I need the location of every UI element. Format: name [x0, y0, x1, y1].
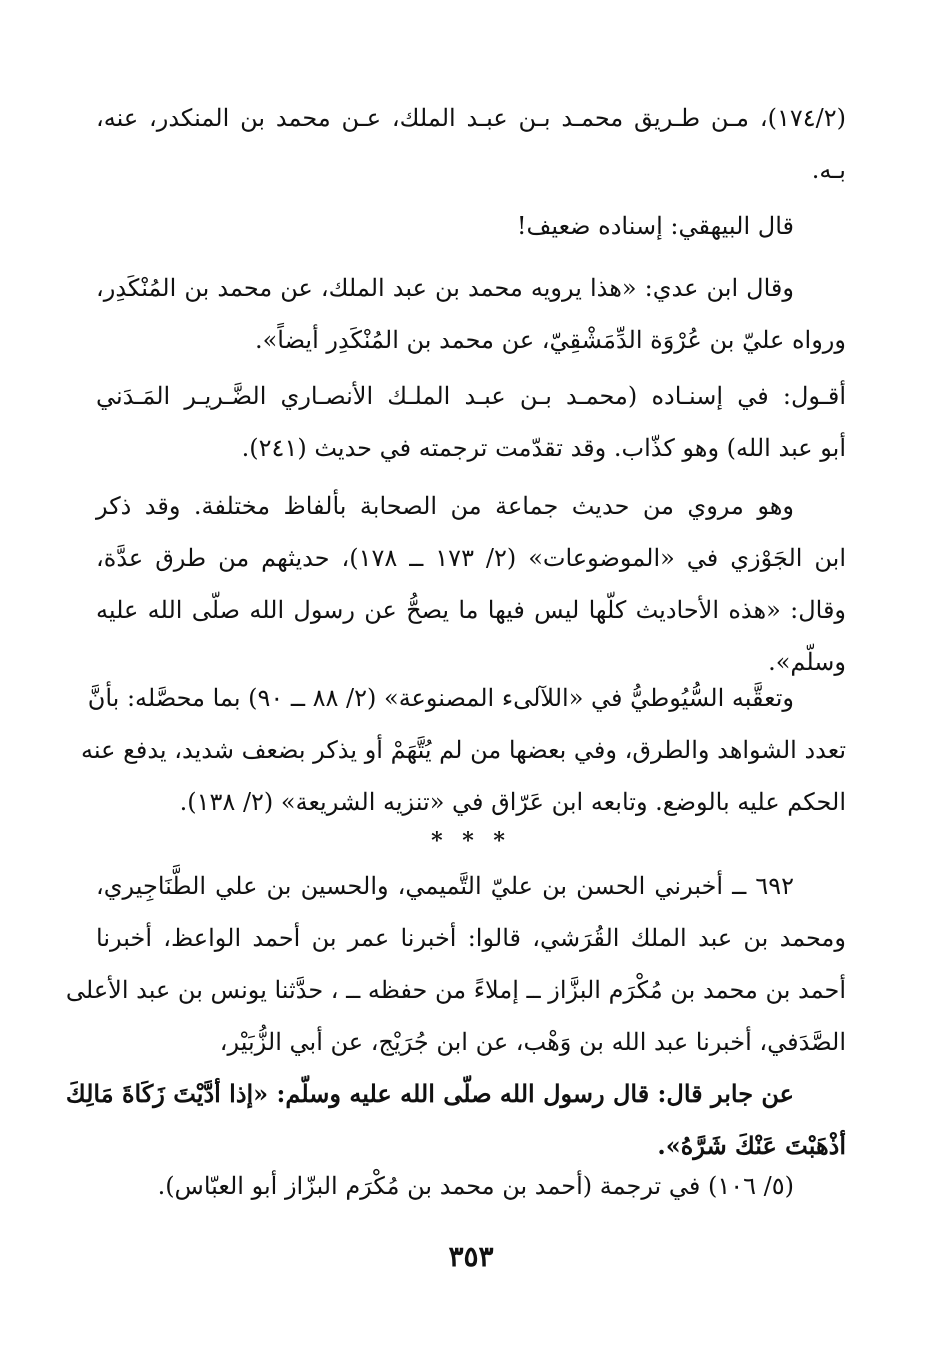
text-line: ورواه عليّ بن عُرْوَة الدِّمَشْقِيّ، عن محمد بن المُنْكَدِر أيضاً».	[254, 326, 846, 354]
text-line: الحكم عليه بالوضع. وتابعه ابن عَرّاق في «تنزيه الشريعة» (٢/ ١٣٨).	[179, 788, 846, 816]
text-line: وسلّم».	[768, 648, 846, 676]
text-line: وهو مروي من حديث جماعة من الصحابة بألفاظ مختلفة. وقد ذكر	[96, 492, 794, 520]
page-number: ٣٥٣	[448, 1240, 494, 1273]
text-line: أذْهَبْتَ عَنْكَ شَرَّهُ».	[657, 1131, 846, 1160]
text-line: قال البيهقي: إسناده ضعيف!	[516, 212, 794, 240]
text-line: بـه.	[811, 156, 846, 184]
paragraph-suyuti	[81, 672, 846, 828]
paragraph-source-continuation	[96, 92, 846, 196]
text-line: تعدد الشواهد والطرق، وفي بعضها من لم يُتَّهَمْ أو يذكر بضعف شديد، يدفع عنه	[81, 736, 846, 764]
text-line: أقـول: في إسنـاده (محمـد بـن عبـد الملـك الأنصـاري الضَّـريـر المَـدَني	[96, 382, 846, 410]
text-line: عن جابر قال: قال رسول الله صلّى الله عليه وسلّم: «إذا أدَّيْتَ زَكَاةَ مَالِكَ	[65, 1079, 794, 1108]
paragraph-marwi	[96, 480, 846, 688]
text-line: (١٧٤/٢)، مـن طـريق محمـد بـن عبـد الملك، عـن محمد بن المنكدر، عنه،	[96, 104, 846, 132]
paragraph-aqul	[96, 370, 846, 474]
text-line: الصَّدَفي، أخبرنا عبد الله بن وَهْب، عن ابن جُرَيْج، عن أبي الزُّبَيْر،	[219, 1028, 846, 1056]
paragraph-reference	[96, 1160, 794, 1212]
text-line: ابن الجَوْزي في «الموضوعات» (٢/ ١٧٣ ــ ١٧٨)، حديثهم من طرق عدَّة،	[96, 544, 847, 572]
text-line: أحمد بن محمد بن مُكْرَم البزَّاز ــ إملاءً من حفظه ــ ، حدَّثنا يونس بن عبد الأعلى	[65, 976, 846, 1004]
text-line: ومحمد بن عبد الملك القُرَشي، قالوا: أخبرنا عمر بن أحمد الواعظ، أخبرنا	[96, 924, 846, 952]
text-line: أبو عبد الله) وهو كذّاب. وقد تقدّمت ترجمته في حديث (٢٤١).	[241, 434, 846, 462]
text-line: ٦٩٢ ــ أخبرني الحسن بن عليّ التَّميمي، والحسين بن علي الطَّنَاجِيري،	[96, 872, 794, 900]
paragraph-hadith-692	[65, 860, 846, 1172]
paragraph-bayhaqi	[96, 200, 794, 252]
text-line: وقال: «هذه الأحاديث كلّها ليس فيها ما يصحُّ عن رسول الله صلّى الله عليه	[96, 596, 846, 624]
text-line: وتعقَّبه السُّيُوطيُّ في «اللآلىء المصنوعة» (٢/ ٨٨ ــ ٩٠) بما محصَّله: بأنَّ	[87, 684, 794, 712]
text-line: وقال ابن عدي: «هذا يرويه محمد بن عبد الملك، عن محمد بن المُنْكَدِر،	[96, 274, 794, 302]
paragraph-ibn-adi	[96, 262, 846, 366]
text-line: (٥/ ١٠٦) في ترجمة (أحمد بن محمد بن مُكْرَم البزّاز أبو العبّاس).	[157, 1172, 794, 1200]
section-separator: * * *	[431, 828, 511, 854]
